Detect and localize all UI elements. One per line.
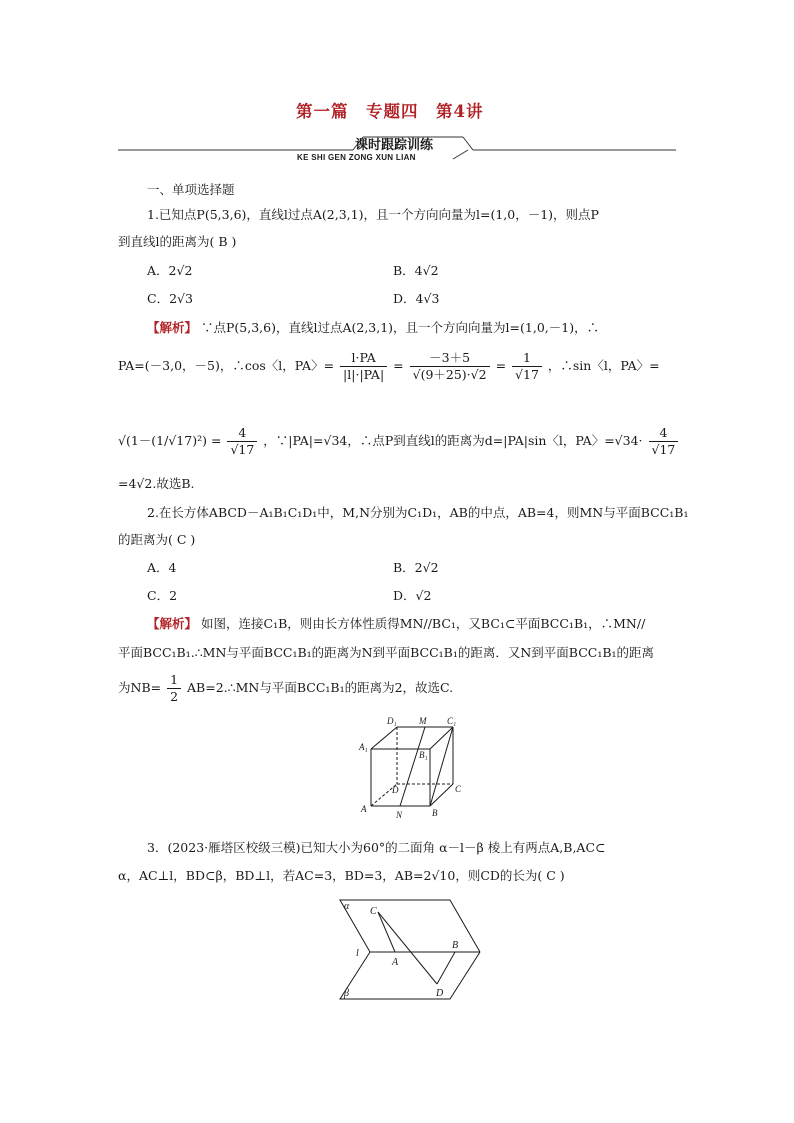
label-a: A <box>392 957 399 968</box>
q2-sol3-tail: AB=2.∴MN与平面BCC₁B₁的距离为2，故选C. <box>187 680 454 695</box>
label-c: C <box>455 784 462 794</box>
q1-option-b: B．4√2 <box>393 263 439 278</box>
fraction-denominator: √17 <box>515 367 539 382</box>
label-n: N <box>396 810 403 820</box>
fraction-denominator: √17 <box>651 442 676 457</box>
label-m: M <box>419 716 427 726</box>
fraction <box>649 425 679 458</box>
q2-sol3-text: 为NB= <box>118 680 162 695</box>
q2-stem-line2: 的距离为( C ) <box>118 532 196 547</box>
fraction <box>167 672 181 705</box>
dihedral-figure <box>330 895 500 1007</box>
cuboid-figure <box>350 712 470 824</box>
q1-option-a: A．2√2 <box>147 263 193 278</box>
fraction <box>410 350 490 383</box>
q1-analysis <box>147 318 599 336</box>
q1-stem-line2: 到直线l的距离为( B ) <box>118 234 237 249</box>
q1-solution-line4: =4√2.故选B. <box>118 476 195 491</box>
q1-option-c: C．2√3 <box>147 291 193 306</box>
q2-solution-line2: 平面BCC₁B₁.∴MN与平面BCC₁B₁的距离为N到平面BCC₁B₁的距离．又N到平面BCC₁B₁的距离 <box>118 645 655 660</box>
fraction <box>227 425 257 458</box>
fraction-numerator: 4 <box>227 425 257 442</box>
fraction <box>340 350 387 383</box>
subtitle-pinyin: KE SHI GEN ZONG XUN LIAN <box>297 153 416 162</box>
label-a: A <box>361 804 367 814</box>
q1-sol2-tail: ，∴sin〈l，PA〉= <box>547 358 660 373</box>
equals-sign: = <box>495 358 507 373</box>
fraction-denominator: |l|·|PA| <box>343 367 385 382</box>
plane-alpha <box>340 900 480 952</box>
segment-ac <box>378 912 395 952</box>
label-c1: C₁ <box>447 716 457 726</box>
fraction-numerator: 1 <box>512 350 542 367</box>
analysis-tag: 【解析】 <box>147 616 198 631</box>
fraction-numerator: 4 <box>649 425 679 442</box>
label-c: C <box>370 906 377 917</box>
q1-sol2-text: PA=(－3,0，－5)，∴cos〈l，PA〉= <box>118 358 335 373</box>
label-b1: B₁ <box>419 750 428 760</box>
q2-stem-line1: 2.在长方体ABCD－A₁B₁C₁D₁中，M,N分别为C₁D₁，AB的中点，AB=4，则MN与平面BCC₁B₁ <box>147 505 689 520</box>
label-d1: D₁ <box>387 716 397 726</box>
q2-option-a: A．4 <box>147 560 177 575</box>
equals-sign: = <box>210 433 222 448</box>
q2-analysis <box>147 614 645 632</box>
q1-solution-line1: ∵点P(5,3,6)，直线l过点A(2,3,1)，且一个方向向量为l=(1,0,－1)，∴ <box>201 320 600 335</box>
label-d: D <box>436 988 444 999</box>
q3-stem-line1: 3．(2023·雁塔区校级三模)已知大小为60°的二面角 α－l－β 棱上有两点A,B,AC⊂ <box>147 840 606 855</box>
label-d: D <box>392 785 399 795</box>
q1-sol3-text: ，∵|PA|=√34，∴点P到直线l的距离为d=|PA|sin〈l，PA〉=√34· <box>263 433 643 448</box>
radical-expression: √(1－(1/√17)²) <box>118 433 207 448</box>
label-a1: A₁ <box>359 742 368 752</box>
segment-cd <box>378 912 437 984</box>
fraction-denominator: √(9＋25)·√2 <box>412 367 487 382</box>
section-heading: 一、单项选择题 <box>147 182 235 197</box>
label-l: l <box>356 948 359 959</box>
fraction <box>512 350 542 383</box>
segment-bc1 <box>430 727 453 806</box>
q2-option-c: C．2 <box>147 588 178 603</box>
label-beta: β <box>344 988 349 999</box>
q3-stem-line2: α，AC⊥l，BD⊂β，BD⊥l，若AC=3，BD=3，AB=2√10，则CD的长为( C ) <box>118 868 565 883</box>
label-b: B <box>452 940 459 951</box>
page-title: 第一篇 专题四 第4讲 <box>296 102 484 121</box>
fraction-numerator: 1 <box>167 672 181 689</box>
fraction-numerator: －3＋5 <box>410 350 490 367</box>
segment-mn <box>400 727 425 806</box>
q1-stem-line1: 1.已知点P(5,3,6)，直线l过点A(2,3,1)，且一个方向向量为l=(1,0，－1)，则点P <box>147 207 599 222</box>
q1-solution-line2 <box>118 350 660 383</box>
label-b: B <box>432 808 438 818</box>
fraction-denominator: 2 <box>170 689 179 704</box>
q1-solution-line3 <box>118 425 680 458</box>
q2-solution-line1: 如图，连接C₁B，则由长方体性质得MN//BC₁，又BC₁⊂平面BCC₁B₁，∴MN// <box>201 616 646 631</box>
q1-option-d: D．4√3 <box>393 291 440 306</box>
label-alpha: α <box>344 901 350 912</box>
q2-option-b: B．2√2 <box>393 560 439 575</box>
analysis-tag: 【解析】 <box>147 320 198 335</box>
edge-a1d1 <box>371 727 397 749</box>
subtitle: 课时跟踪训练 <box>355 138 434 153</box>
fraction-numerator: l·PA <box>340 350 387 367</box>
equals-sign: = <box>393 358 404 373</box>
q2-solution-line3 <box>118 672 453 705</box>
segment-bd <box>437 952 455 984</box>
plane-beta <box>340 952 480 999</box>
fraction-denominator: √17 <box>230 442 255 457</box>
q2-option-d: D．√2 <box>393 588 432 603</box>
